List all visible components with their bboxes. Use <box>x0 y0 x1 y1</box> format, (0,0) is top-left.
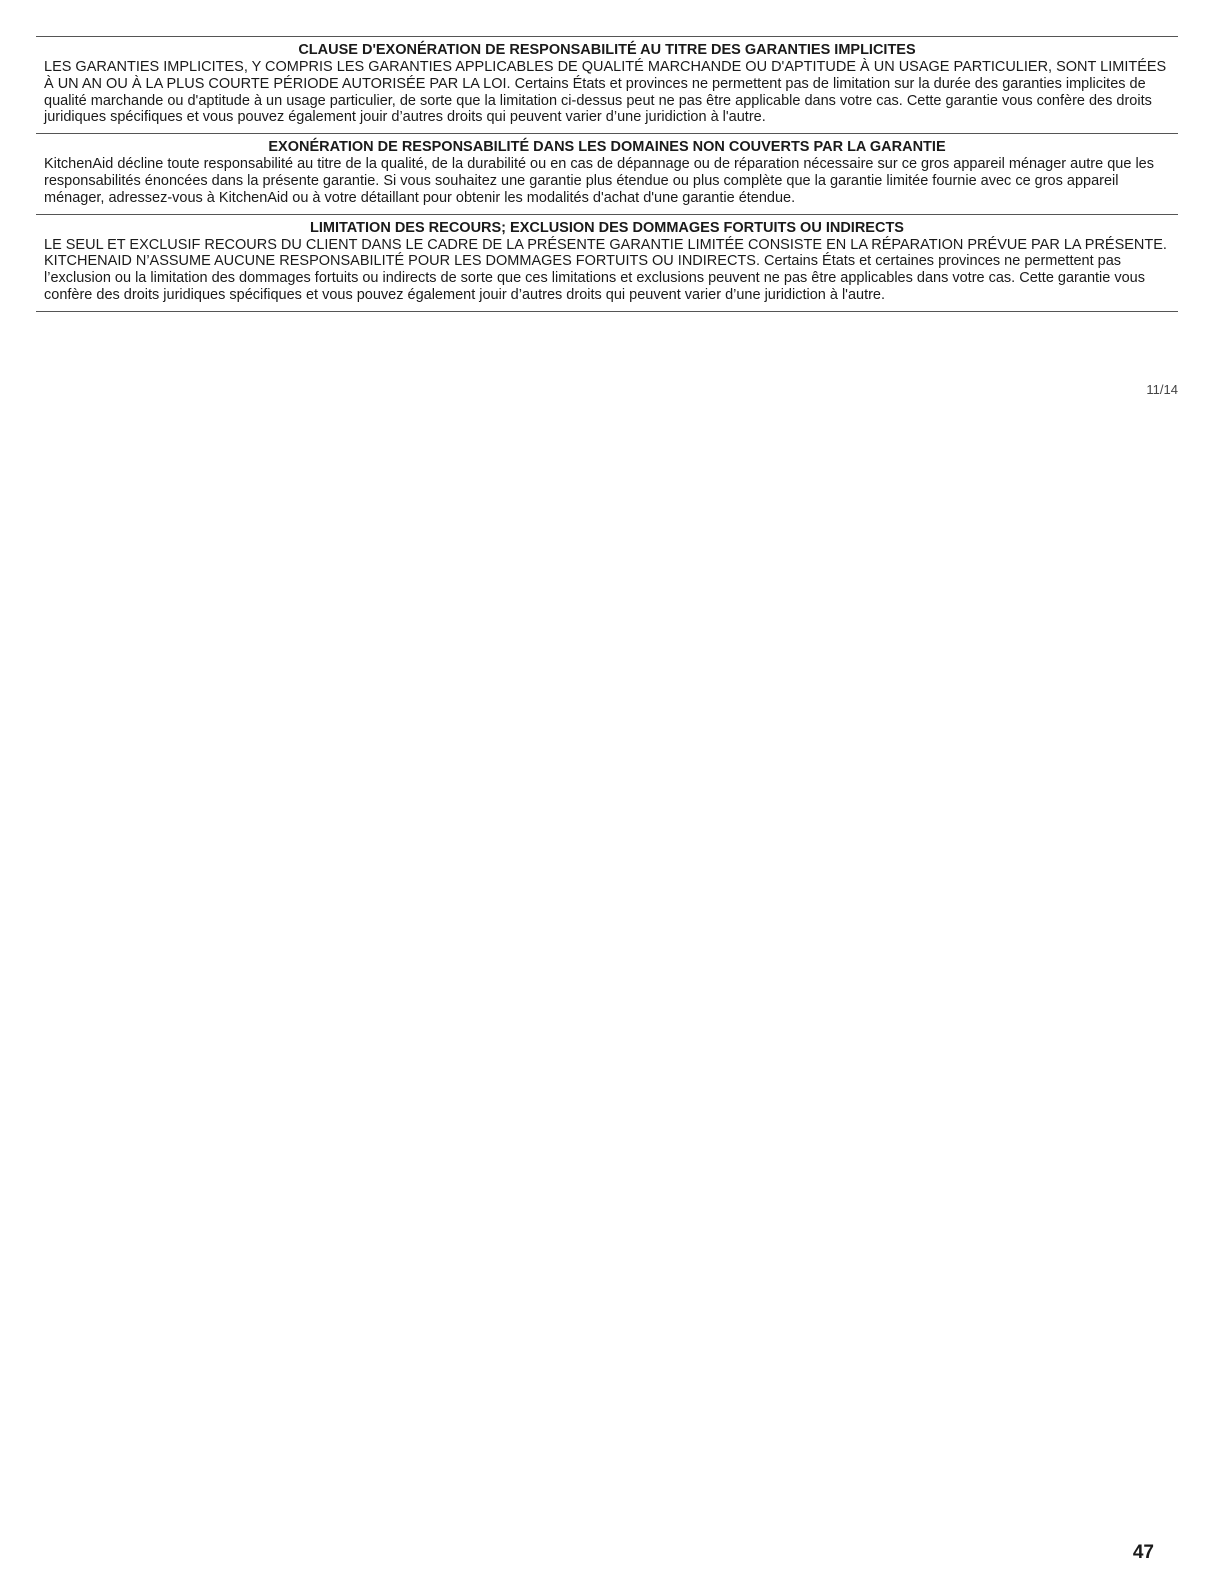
section-body: KitchenAid décline toute responsabilité au titre de la qualité, de la durabilité ou en cas de dépannage ou de réparation nécessaire sur ce gros appareil ménager autre que les responsabilités énoncées dans la présente garantie. Si vous souhaitez une garantie plus étendue ou plus complète que la garantie limitée fournie avec ce gros appareil ménager, adressez-vous à KitchenAid ou à votre détaillant pour obtenir les modalités d'achat d'une garantie étendue. <box>44 156 1154 206</box>
uncovered-scope-section <box>36 134 1178 214</box>
section-title: LIMITATION DES RECOURS; EXCLUSION DES DOMMAGES FORTUITS OU INDIRECTS <box>310 219 904 236</box>
section-title: EXONÉRATION DE RESPONSABILITÉ DANS LES DOMAINES NON COUVERTS PAR LA GARANTIE <box>268 139 946 156</box>
limitation-of-remedies-section <box>36 215 1178 312</box>
warranty-disclaimer-box <box>36 36 1178 312</box>
implied-warranty-section <box>36 37 1178 134</box>
revision-date: 11/14 <box>1146 382 1178 397</box>
section-body: LES GARANTIES IMPLICITES, Y COMPRIS LES GARANTIES APPLICABLES DE QUALITÉ MARCHANDE OU D'APTITUDE À UN USAGE PARTICULIER, SONT LIMITÉES À UN AN OU À LA PLUS COURTE PÉRIODE AUTORISÉE PAR LA LOI. Certains États et provinces ne permettent pas de limitation sur la durée des garanties implicites de qualité marchande ou d'aptitude à un usage particulier, de sorte que la limitation ci-dessus peut ne pas être applicable dans votre cas. Cette garantie vous confère des droits juridiques spécifiques et vous pouvez également jouir d’autres droits qui peuvent varier d’une juridiction à l'autre. <box>44 59 1167 126</box>
section-body: LE SEUL ET EXCLUSIF RECOURS DU CLIENT DANS LE CADRE DE LA PRÉSENTE GARANTIE LIMITÉE CONSISTE EN LA RÉPARATION PRÉVUE PAR LA PRÉSENTE. KITCHENAID N’ASSUME AUCUNE RESPONSABILITÉ POUR LES DOMMAGES FORTUITS OU INDIRECTS. Certains États et certaines provinces ne permettent pas l’exclusion ou la limitation des dommages fortuits ou indirects de sorte que ces limitations et exclusions peuvent ne pas être applicables dans votre cas. Cette garantie vous confère des droits juridiques spécifiques et vous pouvez également jouir d’autres droits qui peuvent varier d’une juridiction à l'autre. <box>44 236 1167 303</box>
section-title: CLAUSE D'EXONÉRATION DE RESPONSABILITÉ AU TITRE DES GARANTIES IMPLICITES <box>298 42 916 58</box>
page-number: 47 <box>1132 1542 1154 1563</box>
